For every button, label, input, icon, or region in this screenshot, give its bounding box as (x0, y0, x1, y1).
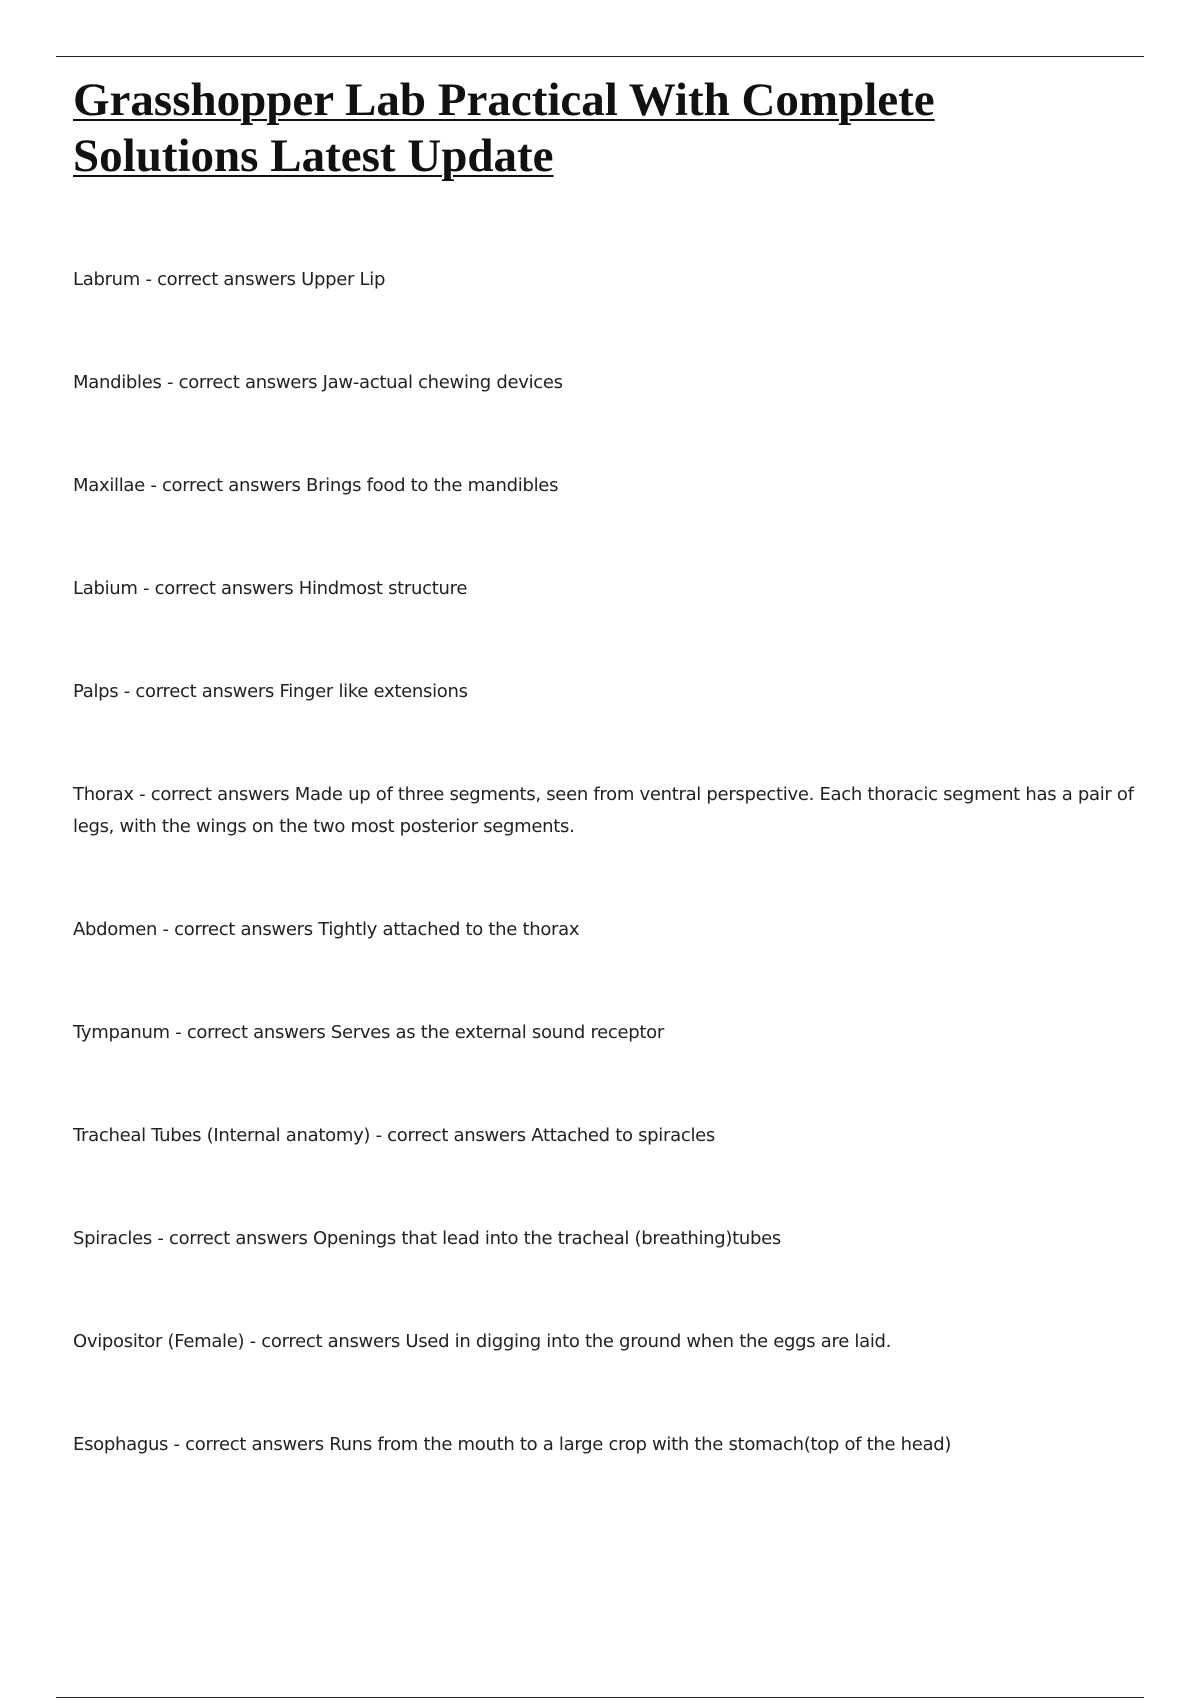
qa-item-mandibles: Mandibles - correct answers Jaw-actual chewing devices (73, 372, 563, 393)
qa-item-labium: Labium - correct answers Hindmost structure (73, 578, 468, 599)
qa-item-esophagus: Esophagus - correct answers Runs from the mouth to a large crop with the stomach(top of the head) (73, 1434, 952, 1455)
qa-item-labrum: Labrum - correct answers Upper Lip (73, 269, 386, 290)
qa-item-ovipositor: Ovipositor (Female) - correct answers Used in digging into the ground when the eggs are laid. (73, 1331, 892, 1352)
qa-item-thorax: Thorax - correct answers Made up of three segments, seen from ventral perspective. Each thoracic segment has a pair of legs, with the wings on the two most posterior segments. (73, 784, 1134, 837)
qa-item-palps: Palps - correct answers Finger like extensions (73, 681, 468, 702)
document-title: Grasshopper Lab Practical With Complete Solutions Latest Update (73, 74, 935, 182)
bottom-rule (56, 1697, 1144, 1698)
qa-item-tracheal-tubes: Tracheal Tubes (Internal anatomy) - correct answers Attached to spiracles (73, 1125, 715, 1146)
qa-item-tympanum: Tympanum - correct answers Serves as the external sound receptor (73, 1022, 664, 1043)
qa-item-abdomen: Abdomen - correct answers Tightly attached to the thorax (73, 919, 580, 940)
qa-item-maxillae: Maxillae - correct answers Brings food to the mandibles (73, 475, 559, 496)
qa-item-spiracles: Spiracles - correct answers Openings that lead into the tracheal (breathing)tubes (73, 1228, 781, 1249)
top-rule (56, 56, 1144, 57)
qa-list (73, 264, 1153, 1461)
